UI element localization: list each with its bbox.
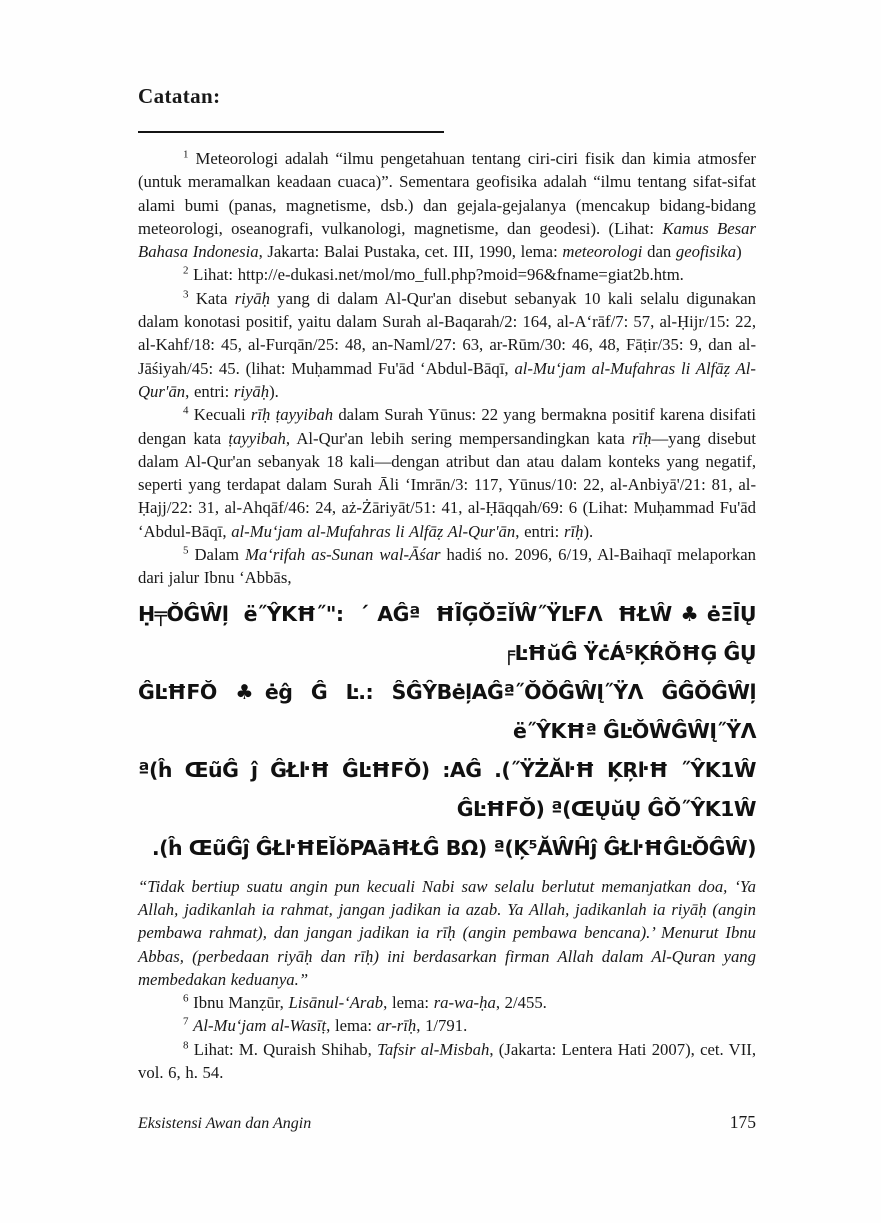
note-text: Kata xyxy=(195,288,235,308)
note-marker: 7 xyxy=(183,1015,189,1028)
note-text-italic: Ma‘rifah as-Sunan wal-Āśar xyxy=(244,545,441,565)
page-footer xyxy=(138,1112,756,1133)
hadith-translation: “Tidak bertiup suatu angin pun kecuali Nabi saw selalu berlutut memanjatkan doa, ‘Ya Allah, jadikanlah ia rahmat, jangan jadikan ia azab. Ya Allah, jadikanlah ia riyāḥ (angin pembawa rahmat), dan jangan jadikan ia rīḥ (angin pembawa bencana).’ Menurut Ibnu Abbas, (perbedaan riyāḥ dan rīḥ) ini berdasarkan firman Allah dalam Al-Quran yang membedakan keduanya.” xyxy=(138,876,756,989)
note-paragraph xyxy=(138,403,756,543)
note-text: , 2/455. xyxy=(495,993,547,1013)
notes-list xyxy=(138,147,756,1084)
note-marker: 8 xyxy=(183,1039,189,1052)
note-text-italic: Al-Mu‘jam al-Wasīṭ xyxy=(193,1016,327,1036)
note-text: , Jakarta: Balai Pustaka, cet. III, 1990, lema: xyxy=(258,242,563,262)
note-text-italic: ra-wa-ḥa xyxy=(433,993,496,1013)
note-text-italic: al-Mu‘jam al-Mufahras li Alfāẓ Al-Qur'ān xyxy=(231,521,516,541)
note-text: hadiś no. 2096, 6/19, Al-Baihaqī melaporkan dari jalur Ibnu ‘Abbās, xyxy=(138,545,757,588)
note-paragraph xyxy=(138,147,756,263)
page-content xyxy=(138,84,756,1084)
note-text: Meteorologi adalah “ilmu pengetahuan tentang ciri-ciri fisik dan kimia atmosfer (untuk meramalkan keadaan cuaca)”. Sementara geofisika adalah “ilmu tentang sifat-sifat alami bumi (panas, magnetisme, dsb.) dan gejala-gejalanya (mencakup bidang-bidang meteorologi, oseanografi, vulkanologi, magnetisme, dan geodesi). (Lihat: xyxy=(138,149,756,238)
note-marker: 5 xyxy=(183,544,189,557)
note-text: yang di dalam Al-Qur'an disebut sebanyak 10 kali selalu digunakan dalam konotasi positif, yaitu dalam Surah al-Baqarah/2: 164, al-A‘rāf/7: 57, al-Ḥijr/15: 22, al-Kahf/18: 45, al-Furqān/25: 48, an-Naml/27: 63, ar-Rūm/30: 46, 48, Fāṭir/35: 9, dan al-Jāśiyah/45: 45. (lihat: Muḥammad Fu'ād ‘Abdul-Bāqī, xyxy=(138,288,756,378)
note-text: ). xyxy=(269,381,279,401)
note-text: , lema: xyxy=(326,1016,377,1036)
page-number: 175 xyxy=(729,1112,756,1132)
note-paragraph xyxy=(138,1038,756,1085)
note-text-italic: geofisika xyxy=(675,242,737,262)
title-rule xyxy=(138,131,444,133)
note-paragraph xyxy=(138,287,756,403)
note-paragraph xyxy=(138,263,756,286)
note-text: , Al-Qur'an lebih sering mempersandingkan kata xyxy=(285,428,632,448)
note-text-italic: Tafsir al-Misbah xyxy=(377,1039,490,1059)
note-text-italic: riyāḥ xyxy=(233,381,270,401)
note-text-italic: rīḥ xyxy=(563,521,584,541)
note-text: , lema: xyxy=(383,993,434,1013)
note-text: Dalam xyxy=(194,545,245,565)
arabic-quote-block xyxy=(138,595,756,868)
note-text: Lihat: M. Quraish Shihab, xyxy=(193,1039,378,1059)
note-text-italic: Lisānul-‘Arab xyxy=(288,993,384,1013)
note-text: Kecuali xyxy=(193,405,251,425)
note-paragraph xyxy=(138,991,756,1014)
note-text: , 1/791. xyxy=(416,1016,468,1036)
note-text: , entri: xyxy=(185,381,234,401)
note-text-italic: ṭayyibah xyxy=(228,428,286,448)
note-marker: 3 xyxy=(183,288,189,301)
note-text: ) xyxy=(736,242,742,262)
note-marker: 6 xyxy=(183,992,189,1005)
note-marker: 4 xyxy=(183,404,189,417)
note-text: , entri: xyxy=(515,521,564,541)
note-text: Ibnu Manẓūr, xyxy=(193,993,289,1013)
note-text: ). xyxy=(583,521,594,541)
note-text-italic: Kamus Besar Bahasa Indonesia xyxy=(138,218,756,262)
note-paragraph xyxy=(138,543,756,590)
note-text: Lihat: http://e-dukasi.net/mol/mo_full.php?moid=96&fname=giat2b.htm. xyxy=(193,265,684,285)
note-text-italic: rīḥ xyxy=(631,428,652,448)
arabic-quote-line: ª(ĥ ŒũĜ ĵ ĜŁŀĦ ĜĿĦFŎ) :AĜ .(˝ŸŻĂŀĦ ĶŖŀĦ ˝ŶK1Ŵ ĜĿĦFŎ) ª(ŒŲŭŲ ĜŎ˝ŶK1Ŵ xyxy=(138,757,756,821)
page-title: Catatan: xyxy=(138,84,221,108)
arabic-quote-line: .(ĥ ŒũĜĵ ĜŁŀĦΕĬŏPAāĦŁĜ BΩ) ª(Ķ⁵ĂŴĤĵ ĜŁŀĦĜĿŎĜŴ) xyxy=(151,835,756,860)
note-paragraph xyxy=(138,1014,756,1037)
note-text: dalam Surah Yūnus: 22 yang bermakna positif karena disifati dengan kata xyxy=(138,405,756,448)
note-text: dan xyxy=(642,242,676,262)
note-text-italic: ar-rīḥ xyxy=(376,1016,417,1036)
note-text-italic: al-Mu‘jam al-Mufahras li Alfāẓ Al-Qur'ān xyxy=(138,358,756,401)
footer-running-title: Eksistensi Awan dan Angin xyxy=(138,1115,312,1132)
note-text-italic: rīḥ ṭayyibah xyxy=(250,405,334,425)
arabic-quote-line: Ḥ╤ŎĜŴļ ë˝ŶKĦ˝": ˊAĜª ĦĨĢŎΞĬŴ˝ŸĿFΛ ĦŁŴ♣ėΞĪŲ ╒ĿĦŭĜ ŸċÁ⁵ĶŔŎĦĢ ĜŲ xyxy=(138,601,756,665)
note-text-italic: meteorologi xyxy=(562,242,643,262)
note-text: —yang disebut dalam Al-Qur'an sebanyak 18 kali—dengan atribut dan atau dalam konteks yang negatif, seperti yang terdapat dalam Surah Āli ‘Imrān/3: 117, Yūnus/10: 22, al-Anbiyā'/21: 81, al-Ḥajj/22: 31, al-Ahqāf/46: 24, aż-Żāriyāt/51: 41, al-Ḥāqqah/69: 6 (Lihat: Muḥammad Fu'ād ‘Abdul-Bāqī, xyxy=(138,428,756,541)
note-marker: 1 xyxy=(183,148,189,161)
note-text: , (Jakarta: Lentera Hati 2007), cet. VII, vol. 6, h. 54. xyxy=(138,1039,757,1083)
arabic-quote-line: ĜĿĦFŎ ♣ėĝ Ĝ Ŀ.: ŜĜŶBėļAĜª˝ŎŎĜŴĮ˝ŸΛ ĜĜŎĜŴļ ë˝ŶKĦª ĜĿŎŴĜŴĮ˝ŸΛ xyxy=(138,679,756,743)
note-text-italic: riyāḥ xyxy=(234,288,270,308)
note-marker: 2 xyxy=(183,264,189,277)
